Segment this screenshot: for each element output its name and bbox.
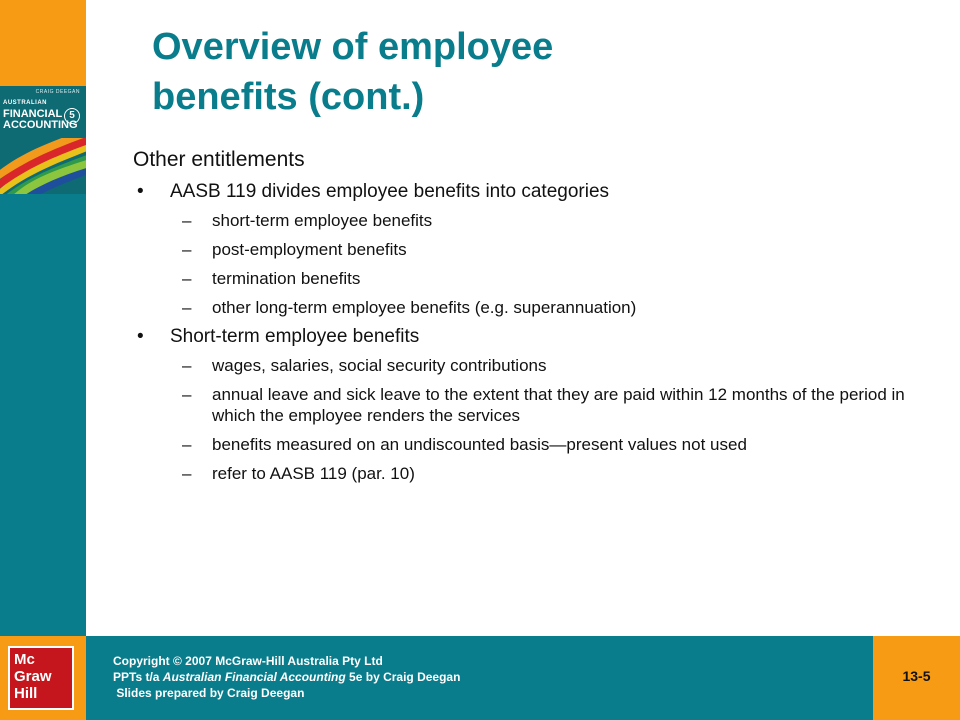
corner-accent bbox=[0, 0, 86, 86]
footer-ppt-prefix: PPTs t/a bbox=[113, 670, 163, 684]
sub-bullet-text: short-term employee benefits bbox=[212, 211, 433, 230]
cover-title-line2: FINANCIAL bbox=[3, 108, 63, 120]
dash-glyph: – bbox=[182, 211, 192, 230]
dash-glyph: – bbox=[182, 464, 192, 483]
dash-glyph: – bbox=[182, 356, 192, 375]
logo-line3: Hill bbox=[14, 685, 38, 702]
sub-bullet-item bbox=[133, 434, 913, 455]
sub-bullet-text: post-employment benefits bbox=[212, 240, 407, 259]
bullet-glyph: • bbox=[137, 326, 144, 347]
footer-prepared-by: Slides prepared by Craig Deegan bbox=[113, 686, 305, 700]
dash-glyph: – bbox=[182, 240, 192, 259]
section-heading: Other entitlements bbox=[133, 148, 305, 171]
dash-glyph: – bbox=[182, 269, 192, 288]
cover-author: CRAIG DEEGAN bbox=[35, 89, 80, 95]
sub-bullet-text: termination benefits bbox=[212, 269, 361, 288]
sub-bullet-text: other long-term employee benefits (e.g. superannuation) bbox=[212, 298, 637, 317]
sub-bullet-item bbox=[133, 463, 913, 484]
sub-bullet-text: refer to AASB 119 (par. 10) bbox=[212, 464, 415, 483]
sub-bullet-item bbox=[133, 297, 913, 318]
bullet-glyph: • bbox=[137, 181, 144, 202]
footer-text bbox=[113, 653, 460, 701]
cover-title-line1: AUSTRALIAN bbox=[3, 100, 47, 106]
bullet-text: Short-term employee benefits bbox=[170, 326, 420, 347]
dash-glyph: – bbox=[182, 385, 192, 404]
dash-glyph: – bbox=[182, 298, 192, 317]
cover-edition-badge: 5 bbox=[64, 108, 80, 124]
bullet-text: AASB 119 divides employee benefits into categories bbox=[170, 181, 610, 202]
footer-copyright: Copyright © 2007 McGraw-Hill Australia Pty Ltd bbox=[113, 654, 383, 668]
slide-title-line2: benefits (cont.) bbox=[152, 76, 425, 118]
sub-bullet-item bbox=[133, 355, 913, 376]
bullet-item bbox=[133, 326, 913, 348]
footer-book-title: Australian Financial Accounting bbox=[162, 670, 346, 684]
dash-glyph: – bbox=[182, 435, 192, 454]
sub-bullet-text: annual leave and sick leave to the extent that they are paid within 12 months of the period in which the employee renders the services bbox=[212, 385, 905, 425]
logo-line1: Mc bbox=[14, 651, 35, 668]
book-cover-image bbox=[0, 86, 86, 194]
cover-title-line3: ACCOUNTING bbox=[3, 119, 78, 131]
footer-ppt-line bbox=[113, 669, 460, 685]
bullet-item bbox=[133, 181, 913, 203]
publisher-logo-block bbox=[0, 636, 86, 720]
sub-bullet-item bbox=[133, 384, 913, 426]
sub-bullet-item bbox=[133, 210, 913, 231]
mcgraw-hill-logo bbox=[8, 646, 74, 710]
sub-bullet-item bbox=[133, 268, 913, 289]
cover-stripes-graphic bbox=[0, 138, 86, 194]
logo-line2: Graw bbox=[14, 668, 52, 685]
slide-content bbox=[133, 148, 913, 492]
slide-title-line1: Overview of employee bbox=[152, 26, 554, 68]
sub-bullet-item bbox=[133, 239, 913, 260]
page-number: 13-5 bbox=[902, 668, 931, 684]
footer-ppt-suffix: 5e by Craig Deegan bbox=[345, 670, 461, 684]
slide-title bbox=[152, 22, 852, 122]
sub-bullet-text: benefits measured on an undiscounted basis—present values not used bbox=[212, 435, 747, 454]
sub-bullet-text: wages, salaries, social security contributions bbox=[212, 356, 547, 375]
